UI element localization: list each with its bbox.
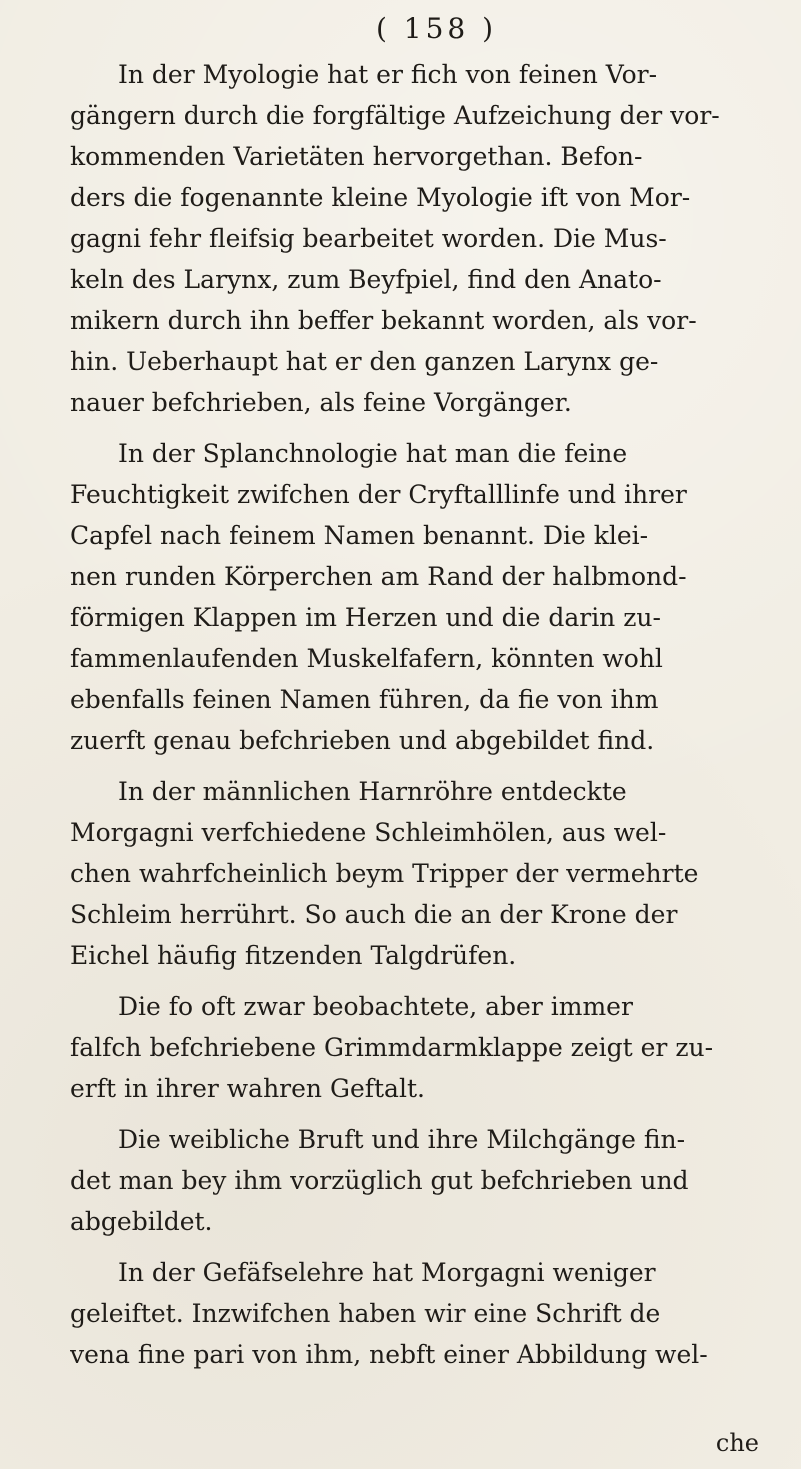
text-line: keln des Larynx, zum Beyfpiel, find den Anato- <box>70 264 662 294</box>
text-line: Die fo oft zwar beobachtete, aber immer <box>118 991 633 1021</box>
text-line: chen wahrfcheinlich beym Tripper der vermehrte <box>70 858 699 888</box>
text-line: In der Splanchnologie hat man die feine <box>118 438 628 468</box>
text-line: zuerft genau befchrieben und abgebildet find. <box>70 725 655 755</box>
paragraph-grimmdarmklappe <box>70 986 783 1109</box>
text-line: förmigen Klappen im Herzen und die darin zu- <box>70 602 661 632</box>
text-line: In der Myologie hat er fich von feinen Vor- <box>118 59 658 89</box>
paragraph-splanchnologie <box>70 433 783 761</box>
text-line: fammenlaufenden Muskelfafern, könnten wohl <box>70 643 663 673</box>
text-line: gagni fehr fleifsig bearbeitet worden. Die Mus- <box>70 223 667 253</box>
text-line: geleiftet. Inzwifchen haben wir eine Schrift de <box>70 1298 661 1328</box>
text-line: Morgagni verfchiedene Schleimhölen, aus wel- <box>70 817 667 847</box>
text-line: Capfel nach feinem Namen benannt. Die klei- <box>70 520 649 550</box>
text-line: gängern durch die forgfältige Aufzeichung der vor- <box>70 100 720 130</box>
text-line: In der Gefäfselehre hat Morgagni weniger <box>118 1257 656 1287</box>
text-line: Eichel häufig fitzenden Talgdrüfen. <box>70 940 517 970</box>
text-line: kommenden Varietäten hervorgethan. Befon- <box>70 141 643 171</box>
paragraph-gefaesselehre <box>70 1252 783 1375</box>
text-line: ebenfalls feinen Namen führen, da fie von ihm <box>70 684 659 714</box>
paragraph-myologie <box>70 54 783 423</box>
text-line: mikern durch ihn beffer bekannt worden, als vor- <box>70 305 697 335</box>
text-line: nauer befchrieben, als feine Vorgänger. <box>70 387 572 417</box>
text-line: erft in ihrer wahren Geftalt. <box>70 1073 425 1103</box>
paragraph-bruft <box>70 1119 783 1242</box>
text-line: Die weibliche Bruft und ihre Milchgänge fin- <box>118 1124 686 1154</box>
text-line: abgebildet. <box>70 1206 213 1236</box>
text-line: In der männlichen Harnröhre entdeckte <box>118 776 627 806</box>
paragraph-harnroehre <box>70 771 783 976</box>
text-line: hin. Ueberhaupt hat er den ganzen Larynx ge- <box>70 346 659 376</box>
text-line: vena fine pari von ihm, nebft einer Abbildung wel- <box>70 1339 708 1369</box>
text-line: ders die fogenannte kleine Myologie ift von Mor- <box>70 182 691 212</box>
catchword: che <box>715 1429 759 1457</box>
text-line: Schleim herrührt. So auch die an der Krone der <box>70 899 678 929</box>
page-number: ( 158 ) <box>375 12 498 45</box>
text-line: det man bey ihm vorzüglich gut befchrieben und <box>70 1165 689 1195</box>
text-line: nen runden Körperchen am Rand der halbmond- <box>70 561 687 591</box>
text-line: Feuchtigkeit zwifchen der Cryftalllinfe und ihrer <box>70 479 687 509</box>
text-line: falfch befchriebene Grimmdarmklappe zeigt er zu- <box>70 1032 714 1062</box>
